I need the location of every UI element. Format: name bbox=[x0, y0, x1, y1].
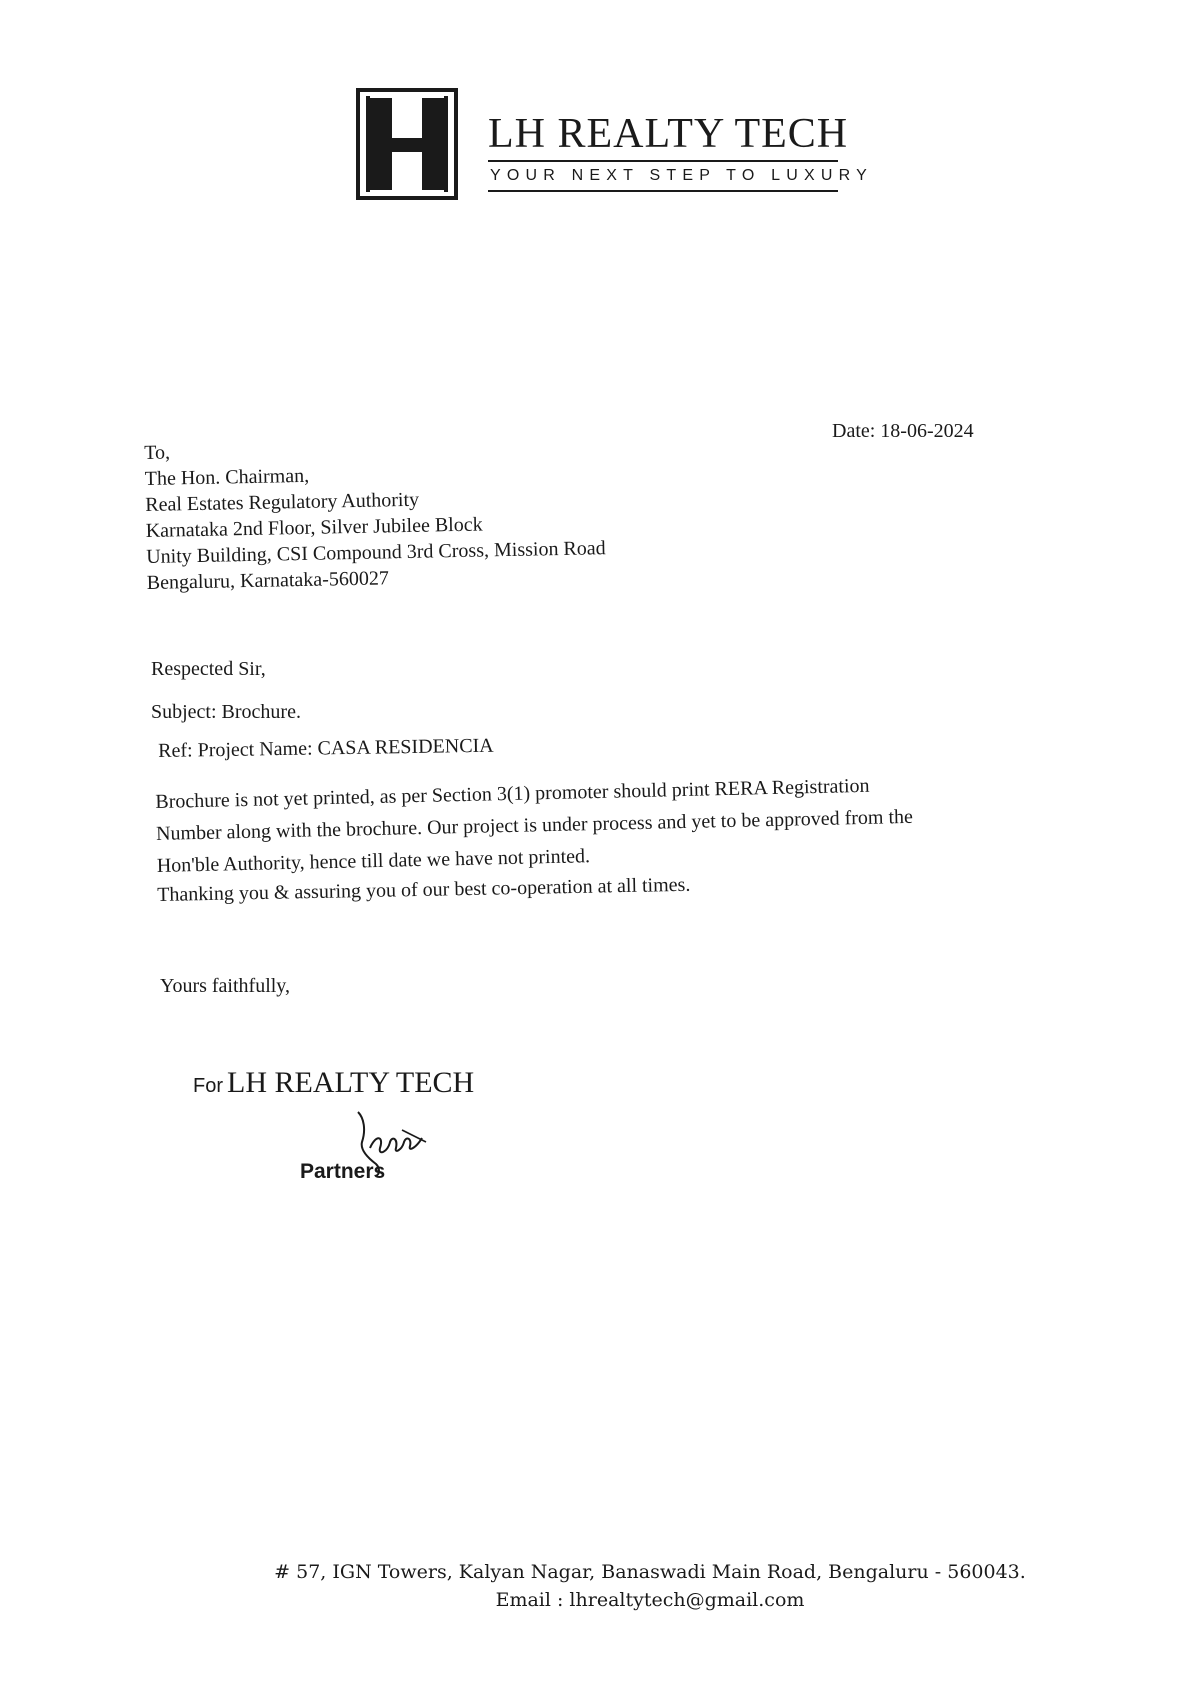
for-prefix: For bbox=[193, 1075, 223, 1097]
recipient-line: Bengaluru, Karnataka-560027 bbox=[146, 567, 390, 594]
signatory-company: LH REALTY TECH bbox=[227, 1066, 475, 1099]
recipient-line: Unity Building, CSI Compound 3rd Cross, Mission Road bbox=[146, 537, 606, 568]
subject-line: Subject: Brochure. bbox=[151, 701, 301, 723]
footer-address: # 57, IGN Towers, Kalyan Nagar, Banaswadi Main Road, Bengaluru - 560043. bbox=[274, 1561, 1026, 1583]
sign-off: Yours faithfully, bbox=[160, 975, 291, 997]
tagline-bottom-rule bbox=[488, 190, 838, 192]
salutation: Respected Sir, bbox=[151, 658, 266, 680]
signatory-company-line bbox=[193, 1066, 474, 1100]
lh-monogram-logo-icon bbox=[356, 88, 458, 200]
footer-email: Email : lhrealtytech@gmail.com bbox=[495, 1589, 805, 1611]
signatory-title: Partners bbox=[300, 1160, 386, 1183]
body-line: Hon'ble Authority, hence till date we have not printed. bbox=[156, 845, 591, 877]
footer bbox=[0, 1558, 1190, 1614]
reference-line: Ref: Project Name: CASA RESIDENCIA bbox=[158, 734, 494, 762]
body-paragraph bbox=[155, 769, 914, 882]
company-tagline: YOUR NEXT STEP TO LUXURY bbox=[490, 167, 873, 184]
body-line: Number along with the brochure. Our project is under process and yet to be approved from the bbox=[155, 805, 914, 845]
body-line: Brochure is not yet printed, as per Section 3(1) promoter should print RERA Registration bbox=[155, 774, 870, 813]
recipient-line: The Hon. Chairman, bbox=[144, 464, 310, 490]
recipient-line: To, bbox=[144, 441, 171, 464]
recipient-address bbox=[144, 431, 606, 596]
letter-date: Date: 18-06-2024 bbox=[832, 420, 974, 442]
company-name: LH REALTY TECH bbox=[488, 111, 849, 157]
recipient-line: Karnataka 2nd Floor, Silver Jubilee Block bbox=[145, 513, 483, 542]
tagline-top-rule bbox=[488, 160, 838, 162]
recipient-line: Real Estates Regulatory Authority bbox=[145, 488, 420, 516]
closing-line: Thanking you & assuring you of our best co-operation at all times. bbox=[157, 873, 691, 906]
